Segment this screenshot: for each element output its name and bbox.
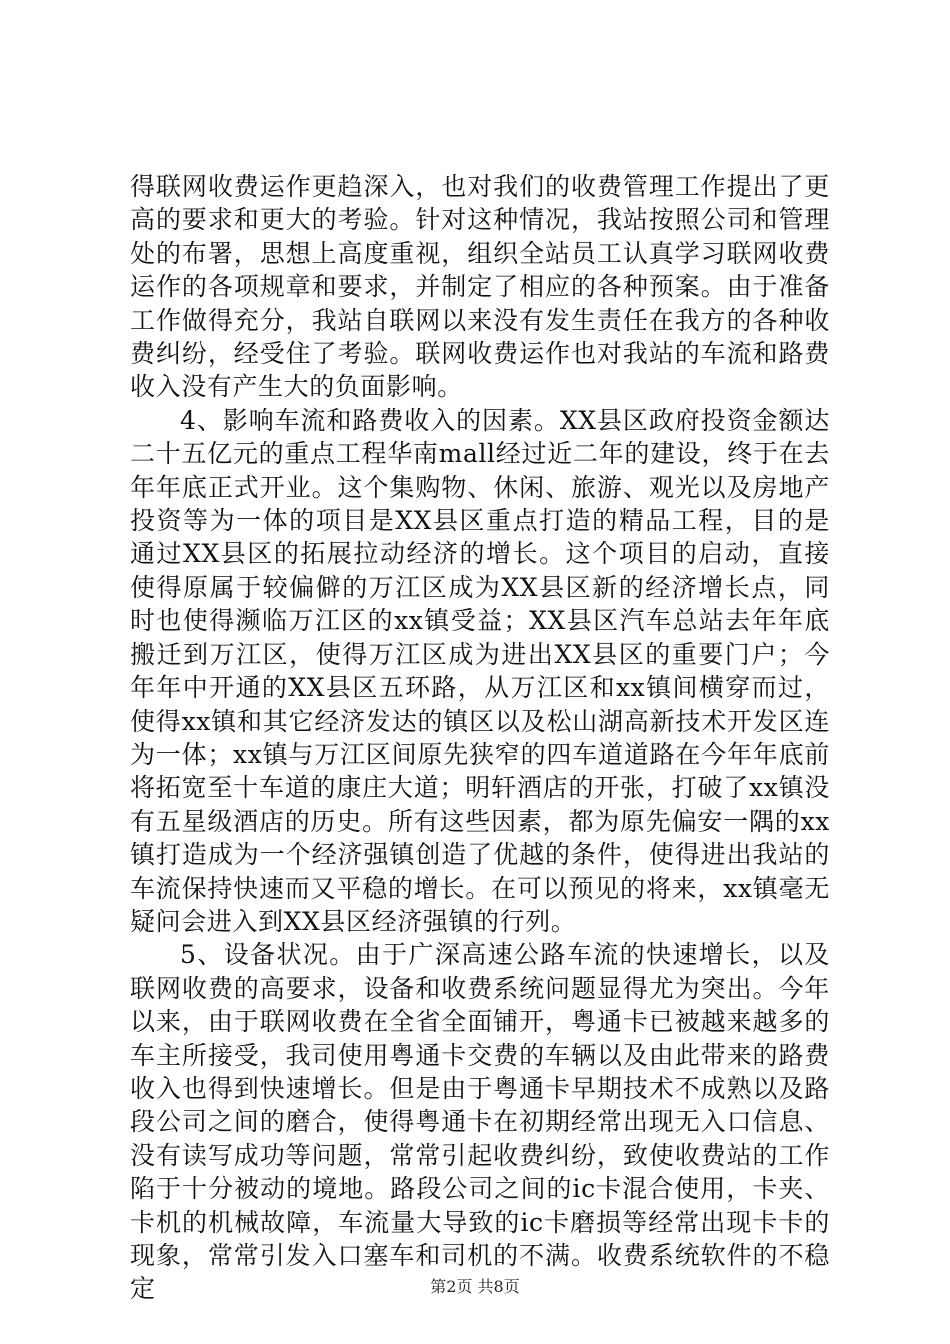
document-body [130,170,830,1306]
paragraph-network-toll-operation: 得联网收费运作更趋深入，也对我们的收费管理工作提出了更高的要求和更大的考验。针对这种情况，我站按照公司和管理处的布署，思想上高度重视，组织全站员工认真学习联网收费运作的各项规章和要求，并制定了相应的各种预案。由于准备工作做得充分，我站自联网以来没有发生责任在我方的各种收费纠纷，经受住了考验。联网收费运作也对我站的车流和路费收入没有产生大的负面影响。 [130,172,830,402]
paragraph-equipment-status: 5、设备状况。由于广深高速公路车流的快速增长，以及联网收费的高要求，设备和收费系统问题显得尤为突出。今年以来，由于联网收费在全省全面铺开，粤通卡已被越来越多的车主所接受，我司使用粤通卡交费的车辆以及由此带来的路费收入也得到快速增长。但是由于粤通卡早期技术不成熟以及路段公司之间的磨合，使得粤通卡在初期经常出现无入口信息、没有读写成功等问题，常常引起收费纠纷，致使收费站的工作陷于十分被动的境地。路段公司之间的ic卡混合使用，卡夹、卡机的机械故障，车流量大导致的ic卡磨损等经常出现卡卡的现象，常常引发入口塞车和司机的不满。收费系统软件的不稳定 [130,940,830,1304]
paragraph-traffic-factors: 4、影响车流和路费收入的因素。XX县区政府投资金额达二十五亿元的重点工程华南mall经过近二年的建设，终于在去年年底正式开业。这个集购物、休闲、旅游、观光以及房地产投资等为一体的项目是XX县区重点打造的精品工程，目的是通过XX县区的拓展拉动经济的增长。这个项目的启动，直接使得原属于较偏僻的万江区成为XX县区新的经济增长点，同时也使得濒临万江区的xx镇受益；XX县区汽车总站去年年底搬迁到万江区，使得万江区成为进出XX县区的重要门户；今年年中开通的XX县区五环路，从万江区和xx镇间横穿而过，使得xx镇和其它经济发达的镇区以及松山湖高新技术开发区连为一体；xx镇与万江区间原先狭窄的四车道道路在今年年底前将拓宽至十车道的康庄大道；明轩酒店的开张，打破了xx镇没有五星级酒店的历史。所有这些因素，都为原先偏安一隅的xx镇打造成为一个经济强镇创造了优越的条件，使得进出我站的车流保持快速而又平稳的增长。在可以预见的将来，xx镇毫无疑问会进入到XX县区经济强镇的行列。 [130,405,830,936]
page-number-footer: 第2页 共8页 [430,1277,520,1296]
